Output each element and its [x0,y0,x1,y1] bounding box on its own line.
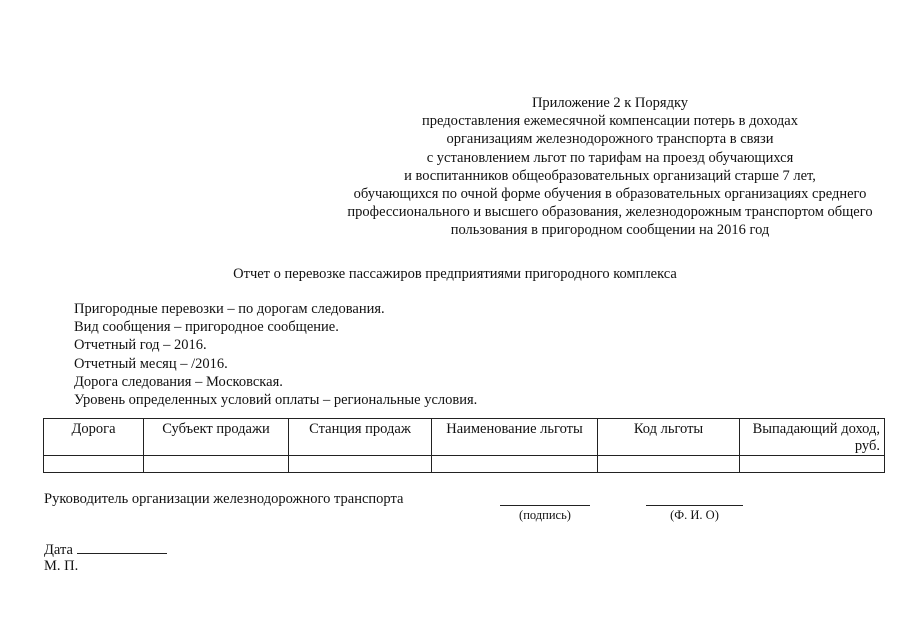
param-transport-type: Пригородные перевозки – по дорогам следования. [74,301,385,317]
table-cell[interactable] [289,456,432,473]
appendix-header [330,94,890,240]
appendix-line: и воспитанников общеобразовательных организаций старше 7 лет, [404,167,816,184]
table-cell[interactable] [740,456,885,473]
column-header-sales-subject: Субъект продажи [144,419,289,456]
appendix-line: профессионального и высшего образования, железнодорожным транспортом общего [347,204,873,221]
report-title: Отчет о перевозке пассажиров предприятиями пригородного комплекса [233,266,677,282]
report-parameters [74,300,477,409]
column-header-road: Дорога [44,419,144,456]
column-header-sales-station: Станция продаж [289,419,432,456]
appendix-line: предоставления ежемесячной компенсации потерь в доходах [421,113,798,130]
full-name-line[interactable] [646,505,743,506]
full-name-caption: (Ф. И. О) [670,508,719,522]
appendix-line: Приложение 2 к Порядку [531,95,689,111]
head-of-organization-label: Руководитель организации железнодорожного транспорта [44,491,404,507]
column-header-lost-income: Выпадающий доход, руб. [740,419,885,456]
appendix-line: обучающихся по очной форме обучения в образовательных организациях среднего [353,186,867,203]
table-cell[interactable] [144,456,289,473]
param-report-year: Отчетный год – 2016. [74,337,207,354]
appendix-line: организациям железнодорожного транспорта в связи [446,131,774,148]
table-cell[interactable] [598,456,740,473]
appendix-line: с установлением льгот по тарифам на проезд обучающихся [426,149,794,166]
date-line[interactable] [77,541,167,554]
param-report-month: Отчетный месяц – /2016. [74,355,228,372]
date-label: Дата [44,542,73,558]
table-row [44,456,885,473]
appendix-line: пользования в пригородном сообщении на 2016 год [450,222,770,239]
signature-line[interactable] [500,505,590,506]
column-header-benefit-name: Наименование льготы [432,419,598,456]
table-cell[interactable] [432,456,598,473]
column-header-benefit-code: Код льготы [598,419,740,456]
table-header-row [44,419,885,456]
param-service-type: Вид сообщения – пригородное сообщение. [74,319,339,336]
param-payment-level: Уровень определенных условий оплаты – региональные условия. [74,392,478,409]
table-cell[interactable] [44,456,144,473]
param-railway: Дорога следования – Московская. [74,373,283,390]
stamp-label: М. П. [44,558,79,574]
signature-caption: (подпись) [519,508,571,522]
date-row [44,541,167,559]
report-table [43,418,885,473]
